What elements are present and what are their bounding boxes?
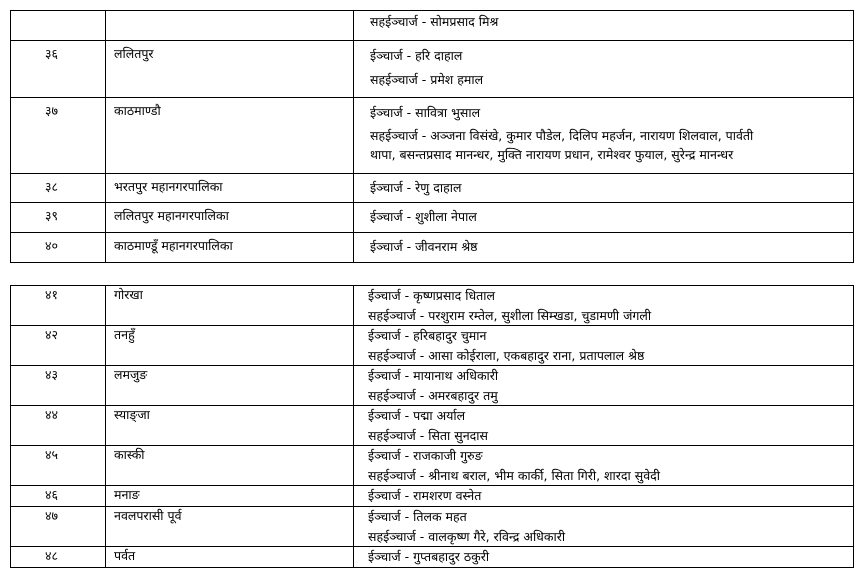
- district-name: गोरखा: [106, 286, 354, 326]
- district-name: भरतपुर महानगरपालिका: [106, 174, 354, 203]
- responsibility-line: ईञ्चार्ज - शुशीला नेपाल: [370, 209, 477, 224]
- responsibility-cell: [354, 11, 854, 41]
- table-row: [11, 446, 854, 486]
- responsibility-cell: [354, 366, 854, 406]
- responsibility-line: सहईञ्चार्ज - सोमप्रसाद मिश्र: [370, 14, 499, 29]
- table-row: [11, 326, 854, 366]
- table-row: [11, 11, 854, 41]
- row-number: ३७: [11, 98, 106, 174]
- responsibility-line: सहईञ्चार्ज - वालकृष्ण गैरे, रविन्द्र अधिकारी: [368, 528, 566, 544]
- responsibility-cell: [354, 98, 854, 174]
- responsibility-line: सहईञ्चार्ज - प्रमेश हमाल: [370, 72, 484, 87]
- row-number: ४४: [11, 406, 106, 446]
- table-row: [11, 174, 854, 203]
- assignment-table-1: [10, 10, 854, 263]
- responsibility-line: ईञ्चार्ज - मायानाथ अधिकारी: [368, 368, 499, 383]
- responsibility-line: ईञ्चार्ज - तिलक महत: [368, 509, 467, 524]
- row-number: ३८: [11, 174, 106, 203]
- district-name: कास्की: [106, 446, 354, 486]
- row-number: ४१: [11, 286, 106, 326]
- table-row: [11, 286, 854, 326]
- responsibility-line: ईञ्चार्ज - राजकाजी गुरुङ: [368, 448, 483, 463]
- district-name: ललितपुर महानगरपालिका: [106, 203, 354, 233]
- responsibility-line: ईञ्चार्ज - कृष्णप्रसाद धिताल: [368, 288, 495, 303]
- row-number: ४७: [11, 507, 106, 547]
- table-row: [11, 486, 854, 507]
- responsibility-line: ईञ्चार्ज - पद्मा अर्याल: [368, 408, 466, 423]
- row-number: [11, 11, 106, 41]
- district-name: पर्वत: [106, 547, 354, 568]
- responsibility-cell: [354, 547, 854, 568]
- responsibility-line: सहईञ्चार्ज - आसा कोईराला, एकबहादुर राना, प्रतापलाल श्रेष्ठ: [368, 347, 645, 363]
- row-number: ३६: [11, 41, 106, 98]
- row-number: ४०: [11, 233, 106, 263]
- responsibility-line: सहईञ्चार्ज - परशुराम रम्तेल, सुशीला सिम्खडा, चुडामणी जंगली: [368, 307, 652, 323]
- district-name: ललितपुर: [106, 41, 354, 98]
- responsibility-cell: [354, 446, 854, 486]
- responsibility-cell: [354, 406, 854, 446]
- responsibility-line: सहईञ्चार्ज - सिता सुनदास: [368, 427, 488, 443]
- responsibility-cell: [354, 286, 854, 326]
- table-row: [11, 203, 854, 233]
- row-number: ४८: [11, 547, 106, 568]
- responsibility-line: ईञ्चार्ज - रामशरण वस्नेत: [368, 488, 482, 503]
- table-row: [11, 233, 854, 263]
- district-name: [106, 11, 354, 41]
- responsibility-line: थापा, बसन्तप्रसाद मानन्धर, मुक्ति नारायण प्रधान, रामेश्वर फुयाल, सुरेन्द्र मानन्धर: [370, 147, 734, 162]
- responsibility-line: ईञ्चार्ज - हरिबहादुर चुमान: [368, 328, 487, 343]
- table-row: [11, 507, 854, 547]
- responsibility-line: सहईञ्चार्ज - श्रीनाथ बराल, भीम कार्की, सिता गिरी, शारदा सुवेदी: [368, 467, 661, 483]
- row-number: ४३: [11, 366, 106, 406]
- table-row: [11, 366, 854, 406]
- responsibility-line: सहईञ्चार्ज - अमरबहादुर तमु: [368, 387, 498, 403]
- table-row: [11, 406, 854, 446]
- district-name: स्याङ्जा: [106, 406, 354, 446]
- responsibility-cell: [354, 326, 854, 366]
- responsibility-line: ईञ्चार्ज - रेणु दाहाल: [370, 180, 462, 195]
- responsibility-cell: [354, 174, 854, 203]
- district-name: लमजुङ: [106, 366, 354, 406]
- table-row: [11, 41, 854, 98]
- responsibility-cell: [354, 507, 854, 547]
- table-row: [11, 547, 854, 568]
- assignment-table-2: [10, 285, 854, 568]
- responsibility-line: ईञ्चार्ज - सावित्रा भुसाल: [370, 105, 481, 120]
- responsibility-line: ईञ्चार्ज - हरि दाहाल: [370, 48, 463, 63]
- district-name: काठमाण्डौ: [106, 98, 354, 174]
- table-row: [11, 98, 854, 174]
- responsibility-line: सहईञ्चार्ज - अञ्जना विसंखे, कुमार पौडेल, दिलिप महर्जन, नारायण शिलवाल, पार्वती: [370, 128, 754, 143]
- responsibility-cell: [354, 486, 854, 507]
- responsibility-line: ईञ्चार्ज - जीवनराम श्रेष्ठ: [370, 239, 478, 254]
- row-number: ३९: [11, 203, 106, 233]
- responsibility-cell: [354, 41, 854, 98]
- row-number: ४५: [11, 446, 106, 486]
- district-name: नवलपरासी पूर्व: [106, 507, 354, 547]
- row-number: ४६: [11, 486, 106, 507]
- responsibility-line: ईञ्चार्ज - गुप्तबहादुर ठकुरी: [368, 549, 490, 564]
- district-name: मनाङ: [106, 486, 354, 507]
- responsibility-cell: [354, 203, 854, 233]
- district-name: तनहुँ: [106, 326, 354, 366]
- district-name: काठमाण्डूँ महानगरपालिका: [106, 233, 354, 263]
- row-number: ४२: [11, 326, 106, 366]
- responsibility-cell: [354, 233, 854, 263]
